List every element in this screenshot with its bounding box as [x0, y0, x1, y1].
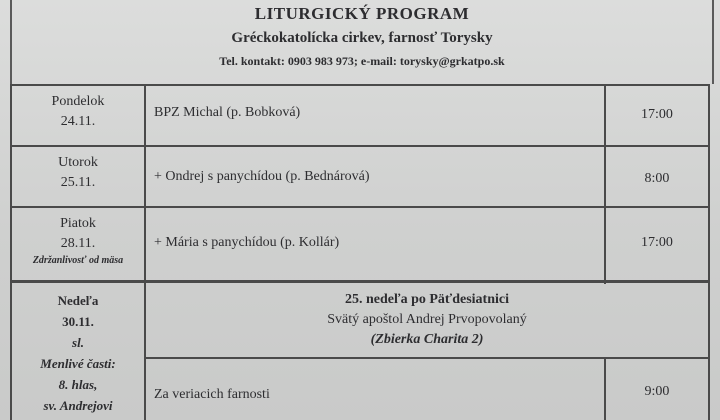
day-date: 24.11.: [60, 114, 96, 129]
table-row-day: [12, 92, 144, 132]
celebration-abbr: sl.: [72, 335, 84, 350]
feast-name: Svätý apoštol Andrej Prvopovolaný: [327, 312, 527, 327]
service-description: + Mária s panychídou (p. Kollár): [154, 235, 340, 250]
collection-note: (Zbierka Charita 2): [370, 332, 484, 347]
service-description: Za veriacich farnosti: [154, 387, 270, 402]
page-title: LITURGICKÝ PROGRAM: [254, 4, 470, 23]
sunday-day-cell: [12, 290, 144, 416]
day-name: Piatok: [60, 216, 96, 231]
service-description: + Ondrej s panychídou (p. Bednárová): [154, 169, 370, 184]
day-column-divider: [144, 84, 146, 420]
row-divider: [10, 206, 710, 208]
table-row-day: [12, 153, 144, 193]
service-time: 9:00: [644, 384, 670, 399]
day-name: Pondelok: [51, 94, 105, 109]
tone-label: 8. hlas,: [58, 377, 98, 392]
row-divider: [10, 145, 710, 147]
row-divider: [10, 280, 710, 283]
service-time: 8:00: [644, 171, 670, 186]
day-date: 30.11.: [62, 314, 94, 329]
sunday-heading: 25. nedeľa po Päťdesiatnici: [345, 292, 509, 307]
day-date: 25.11.: [60, 175, 96, 190]
fasting-note: Zdržanlivosť od mäsa: [32, 255, 124, 266]
saint-label: sv. Andrejovi: [43, 398, 113, 413]
sunday-heading-block: [146, 290, 708, 350]
table-row-day: [12, 214, 144, 268]
service-description: BPZ Michal (p. Bobková): [154, 105, 301, 120]
service-time: 17:00: [641, 107, 673, 122]
service-time: 17:00: [641, 235, 673, 250]
day-name: Utorok: [58, 155, 98, 170]
day-name: Nedeľa: [57, 293, 99, 308]
day-date: 28.11.: [60, 236, 96, 251]
parish-name: Gréckokatolícka cirkev, farnosť Torysky: [231, 30, 493, 46]
changeable-parts-label: Menlivé časti:: [40, 356, 116, 371]
table-right-border: [708, 84, 710, 420]
contact-line: Tel. kontakt: 0903 983 973; e-mail: torysky@grkatpo.sk: [219, 54, 505, 68]
sunday-inner-divider: [144, 357, 710, 359]
